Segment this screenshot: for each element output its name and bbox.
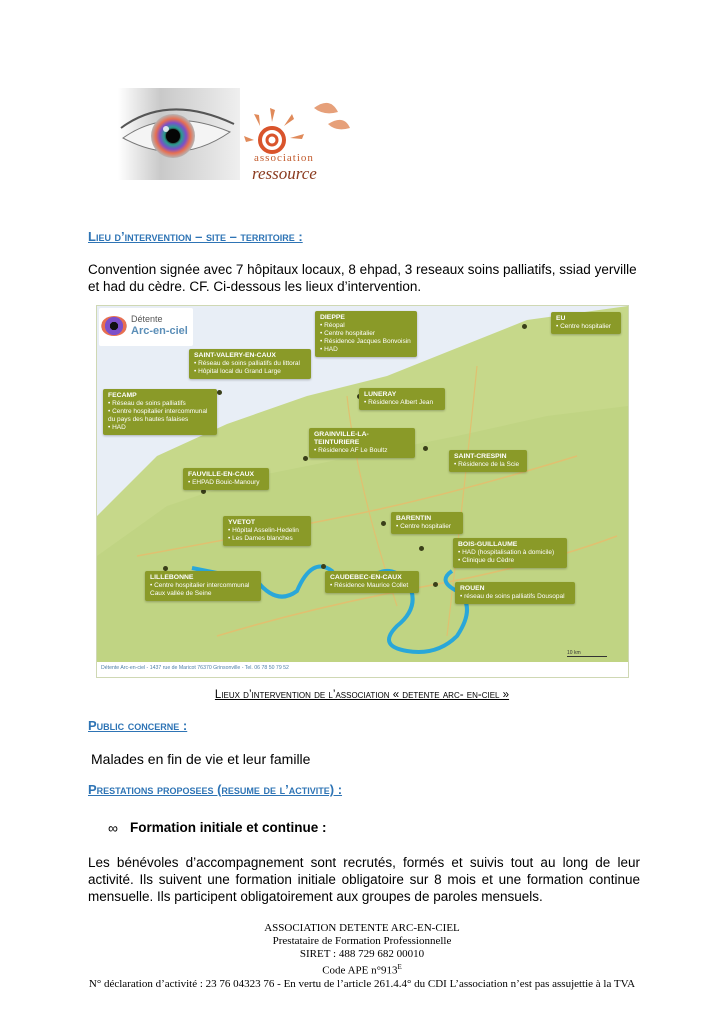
map-marker bbox=[423, 446, 428, 451]
callout-fecamp: FECAMP • Réseau de soins palliatifs • Centre hospitalier intercommunal du pays des hautes falaises • HAD bbox=[103, 389, 217, 435]
map-eye-icon bbox=[101, 316, 127, 336]
footer-code-ape: Code APE $n^\circ 913^E$ bbox=[322, 963, 402, 977]
map-marker bbox=[381, 521, 386, 526]
map-brand-line2: Arc-en-ciel bbox=[131, 325, 188, 337]
map-brand-line1: Détente bbox=[131, 314, 163, 324]
formation-bullet-title: Formation initiale et continue : bbox=[130, 820, 327, 835]
infinity-bullet-icon: ∞ bbox=[108, 820, 118, 836]
map-footer-strip: Détente Arc-en-ciel - 1437 rue de Maricot 76370 Grinsonville - Tel. 06 78 50 79 52 bbox=[101, 665, 289, 671]
map-background bbox=[97, 306, 628, 677]
callout-barentin: BARENTIN • Centre hospitalier bbox=[391, 512, 463, 534]
callout-rouen: ROUEN • réseau de soins palliatifs Dousopal bbox=[455, 582, 575, 604]
public-text: Malades en fin de vie et leur famille bbox=[91, 751, 311, 767]
map-brand bbox=[99, 308, 193, 346]
callout-eu: EU • Centre hospitalier bbox=[551, 312, 621, 334]
public-heading: Public concerne : bbox=[88, 718, 188, 733]
intervention-paragraph: Convention signée avec 7 hôpitaux locaux, 8 ehpad, 3 reseaux soins palliatifs, ssiad yerville et had du cèdre. CF. Ci-dessous les lieux d’intervention. bbox=[88, 262, 637, 294]
logo-text-ressource: ressource bbox=[252, 164, 317, 183]
map-marker bbox=[419, 546, 424, 551]
callout-yvetot: YVETOT • Hôpital Asselin-Hedelin • Les Dames blanches bbox=[223, 516, 311, 546]
footer-association-name: ASSOCIATION DETENTE ARC-EN-CIEL bbox=[264, 922, 460, 934]
footer-prestataire: Prestataire de Formation Professionnelle bbox=[272, 935, 452, 947]
footer-siret: SIRET : 488 729 682 00010 bbox=[299, 948, 425, 960]
logo-text-association: association bbox=[254, 152, 314, 164]
map-caption: Lieux d’intervention de l’association « detente arc- en-ciel » bbox=[214, 689, 510, 701]
map-marker bbox=[303, 456, 308, 461]
callout-luneray: LUNERAY • Résidence Albert Jean bbox=[359, 388, 445, 410]
map-scale: 10 km bbox=[567, 650, 607, 657]
callout-fauville-en-caux: FAUVILLE-EN-CAUX • EHPAD Bouic-Manoury bbox=[183, 468, 269, 490]
callout-dieppe: DIEPPE • Réopal • Centre hospitalier • Résidence Jacques Bonvoisin • HAD bbox=[315, 311, 417, 357]
callout-saint-crespin: SAINT-CRESPIN • Résidence de la Scie bbox=[449, 450, 527, 472]
map-marker bbox=[522, 324, 527, 329]
intervention-map bbox=[96, 305, 629, 678]
callout-saint-valery-en-caux: SAINT-VALERY-EN-CAUX • Réseau de soins palliatifs du littoral • Hôpital local du Grand Large bbox=[189, 349, 311, 379]
association-ressource-logo bbox=[244, 88, 356, 184]
footer bbox=[0, 922, 724, 991]
prestations-heading: Prestations proposees (resume de l’activite) : bbox=[88, 782, 343, 797]
intervention-heading: Lieu d’intervention – site – territoire : bbox=[88, 229, 303, 244]
map-marker bbox=[217, 390, 222, 395]
eye-logo bbox=[118, 88, 240, 180]
callout-grainville-la-teinturiere: GRAINVILLE-LA-TEINTURIERE • Résidence AF Le Boultz bbox=[309, 428, 415, 458]
footer-declaration: N° déclaration d’activité : 23 76 04323 76 - En vertu de l’article 261.4.4° du CDI L’association n’est pas assujettie à la TVA bbox=[88, 977, 636, 990]
callout-lillebonne: LILLEBONNE • Centre hospitalier intercommunal Caux vallée de Seine bbox=[145, 571, 261, 601]
callout-caudebec-en-caux: CAUDEBEC-EN-CAUX • Résidence Maurice Collet bbox=[325, 571, 419, 593]
formation-paragraph: Les bénévoles d’accompagnement sont recrutés, formés et suivis tout au long de leur activité. Ils suivent une formation initiale obligatoire sur 8 mois et une formation continue mensuelle. Ils participent obligatoirement aux groupes de paroles mensuels. bbox=[88, 855, 640, 904]
map-marker bbox=[321, 564, 326, 569]
callout-bois-guillaume: BOIS-GUILLAUME • HAD (hospitalisation à domicile) • Clinique du Cèdre bbox=[453, 538, 567, 568]
map-marker bbox=[433, 582, 438, 587]
